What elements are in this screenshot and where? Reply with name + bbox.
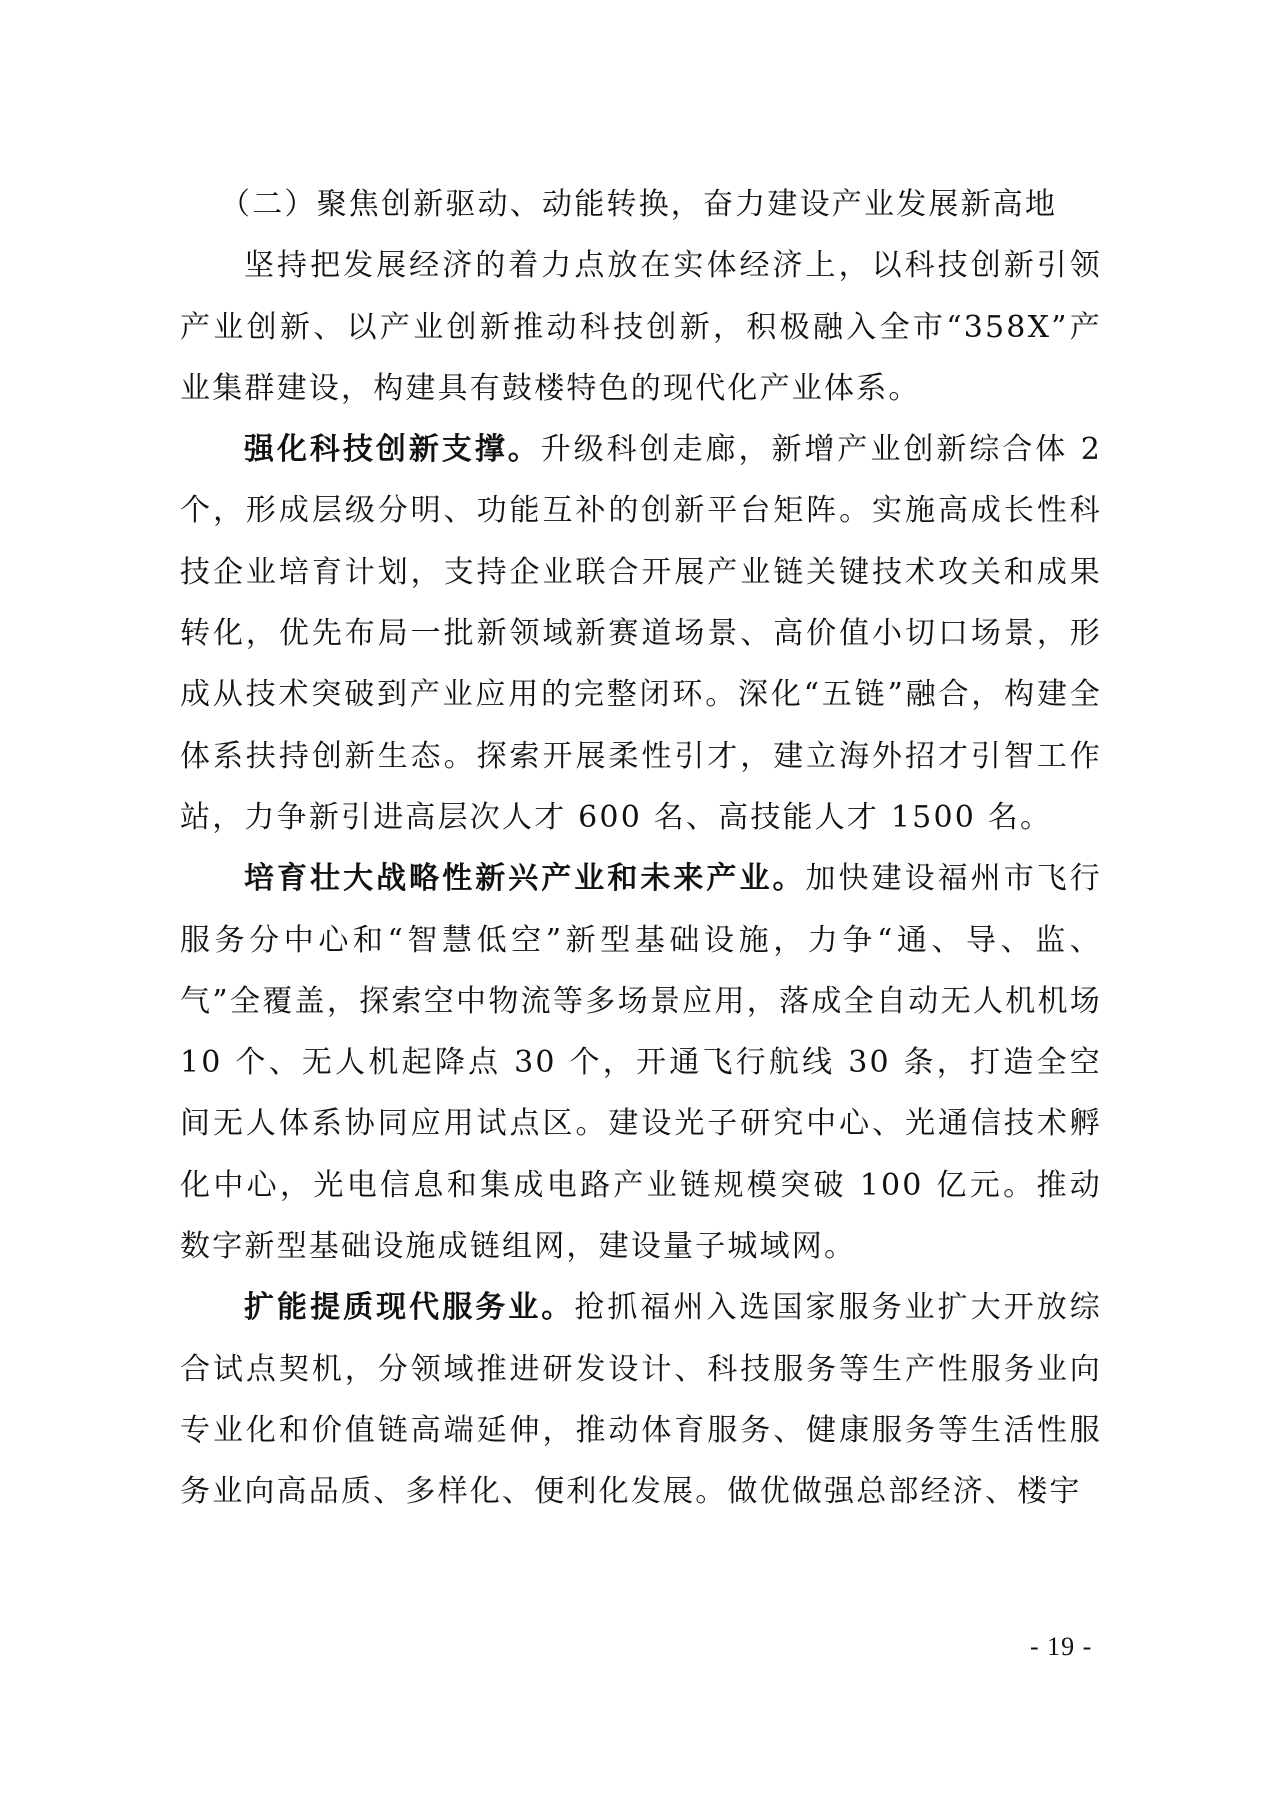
document-body — [180, 174, 1102, 1523]
paragraph-lead: 培育壮大战略性新兴产业和未来产业。 — [244, 861, 806, 897]
paragraph-modern-services — [180, 1277, 1102, 1522]
paragraph-tech-innovation — [180, 419, 1102, 848]
paragraph-intro — [180, 235, 1102, 419]
section-heading: （二）聚焦创新驱动、动能转换，奋力建设产业发展新高地 — [220, 187, 1058, 222]
paragraph-lead: 强化科技创新支撑。 — [244, 432, 541, 468]
paragraph-text: 坚持把发展经济的着力点放在实体经济上，以科技创新引领产业创新、以产业创新推动科技创新，积极融入全市“358X”产业集群建设，构建具有鼓楼特色的现代化产业体系。 — [180, 248, 1102, 406]
paragraph-emerging-industries — [180, 848, 1102, 1277]
page-number: - 19 - — [1030, 1632, 1093, 1661]
paragraph-text: 抢抓福州入选国家服务业扩大开放综合试点契机，分领域推进研发设计、科技服务等生产性服务业向专业化和价值链高端延伸，推动体育服务、健康服务等生活性服务业向高品质、多样化、便利化发展。做优做强总部经济、楼宇 — [180, 1290, 1103, 1510]
paragraph-text: 加快建设福州市飞行服务分中心和“智慧低空”新型基础设施，力争“通、导、监、气”全覆盖，探索空中物流等多场景应用，落成全自动无人机机场 10 个、无人机起降点 30 个，开通飞行航线 30 条，打造全空间无人体系协同应用试点区。建设光子研究中心、光通信技术孵化中心，光电信息和集成电路产业链规模突破 100 亿元。推动数字新型基础设施成链组网，建设量子城域网。 — [180, 861, 1102, 1265]
paragraph-text: 升级科创走廊，新增产业创新综合体 2 个，形成层级分明、功能互补的创新平台矩阵。实施高成长性科技企业培育计划，支持企业联合开展产业链关键技术攻关和成果转化，优先布局一批新领域新赛道场景、高价值小切口场景，形成从技术突破到产业应用的完整闭环。深化“五链”融合，构建全体系扶持创新生态。探索开展柔性引才，建立海外招才引智工作站，力争新引进高层次人才 600 名、高技能人才 1500 名。 — [180, 432, 1102, 835]
paragraph-lead: 扩能提质现代服务业。 — [244, 1290, 575, 1326]
